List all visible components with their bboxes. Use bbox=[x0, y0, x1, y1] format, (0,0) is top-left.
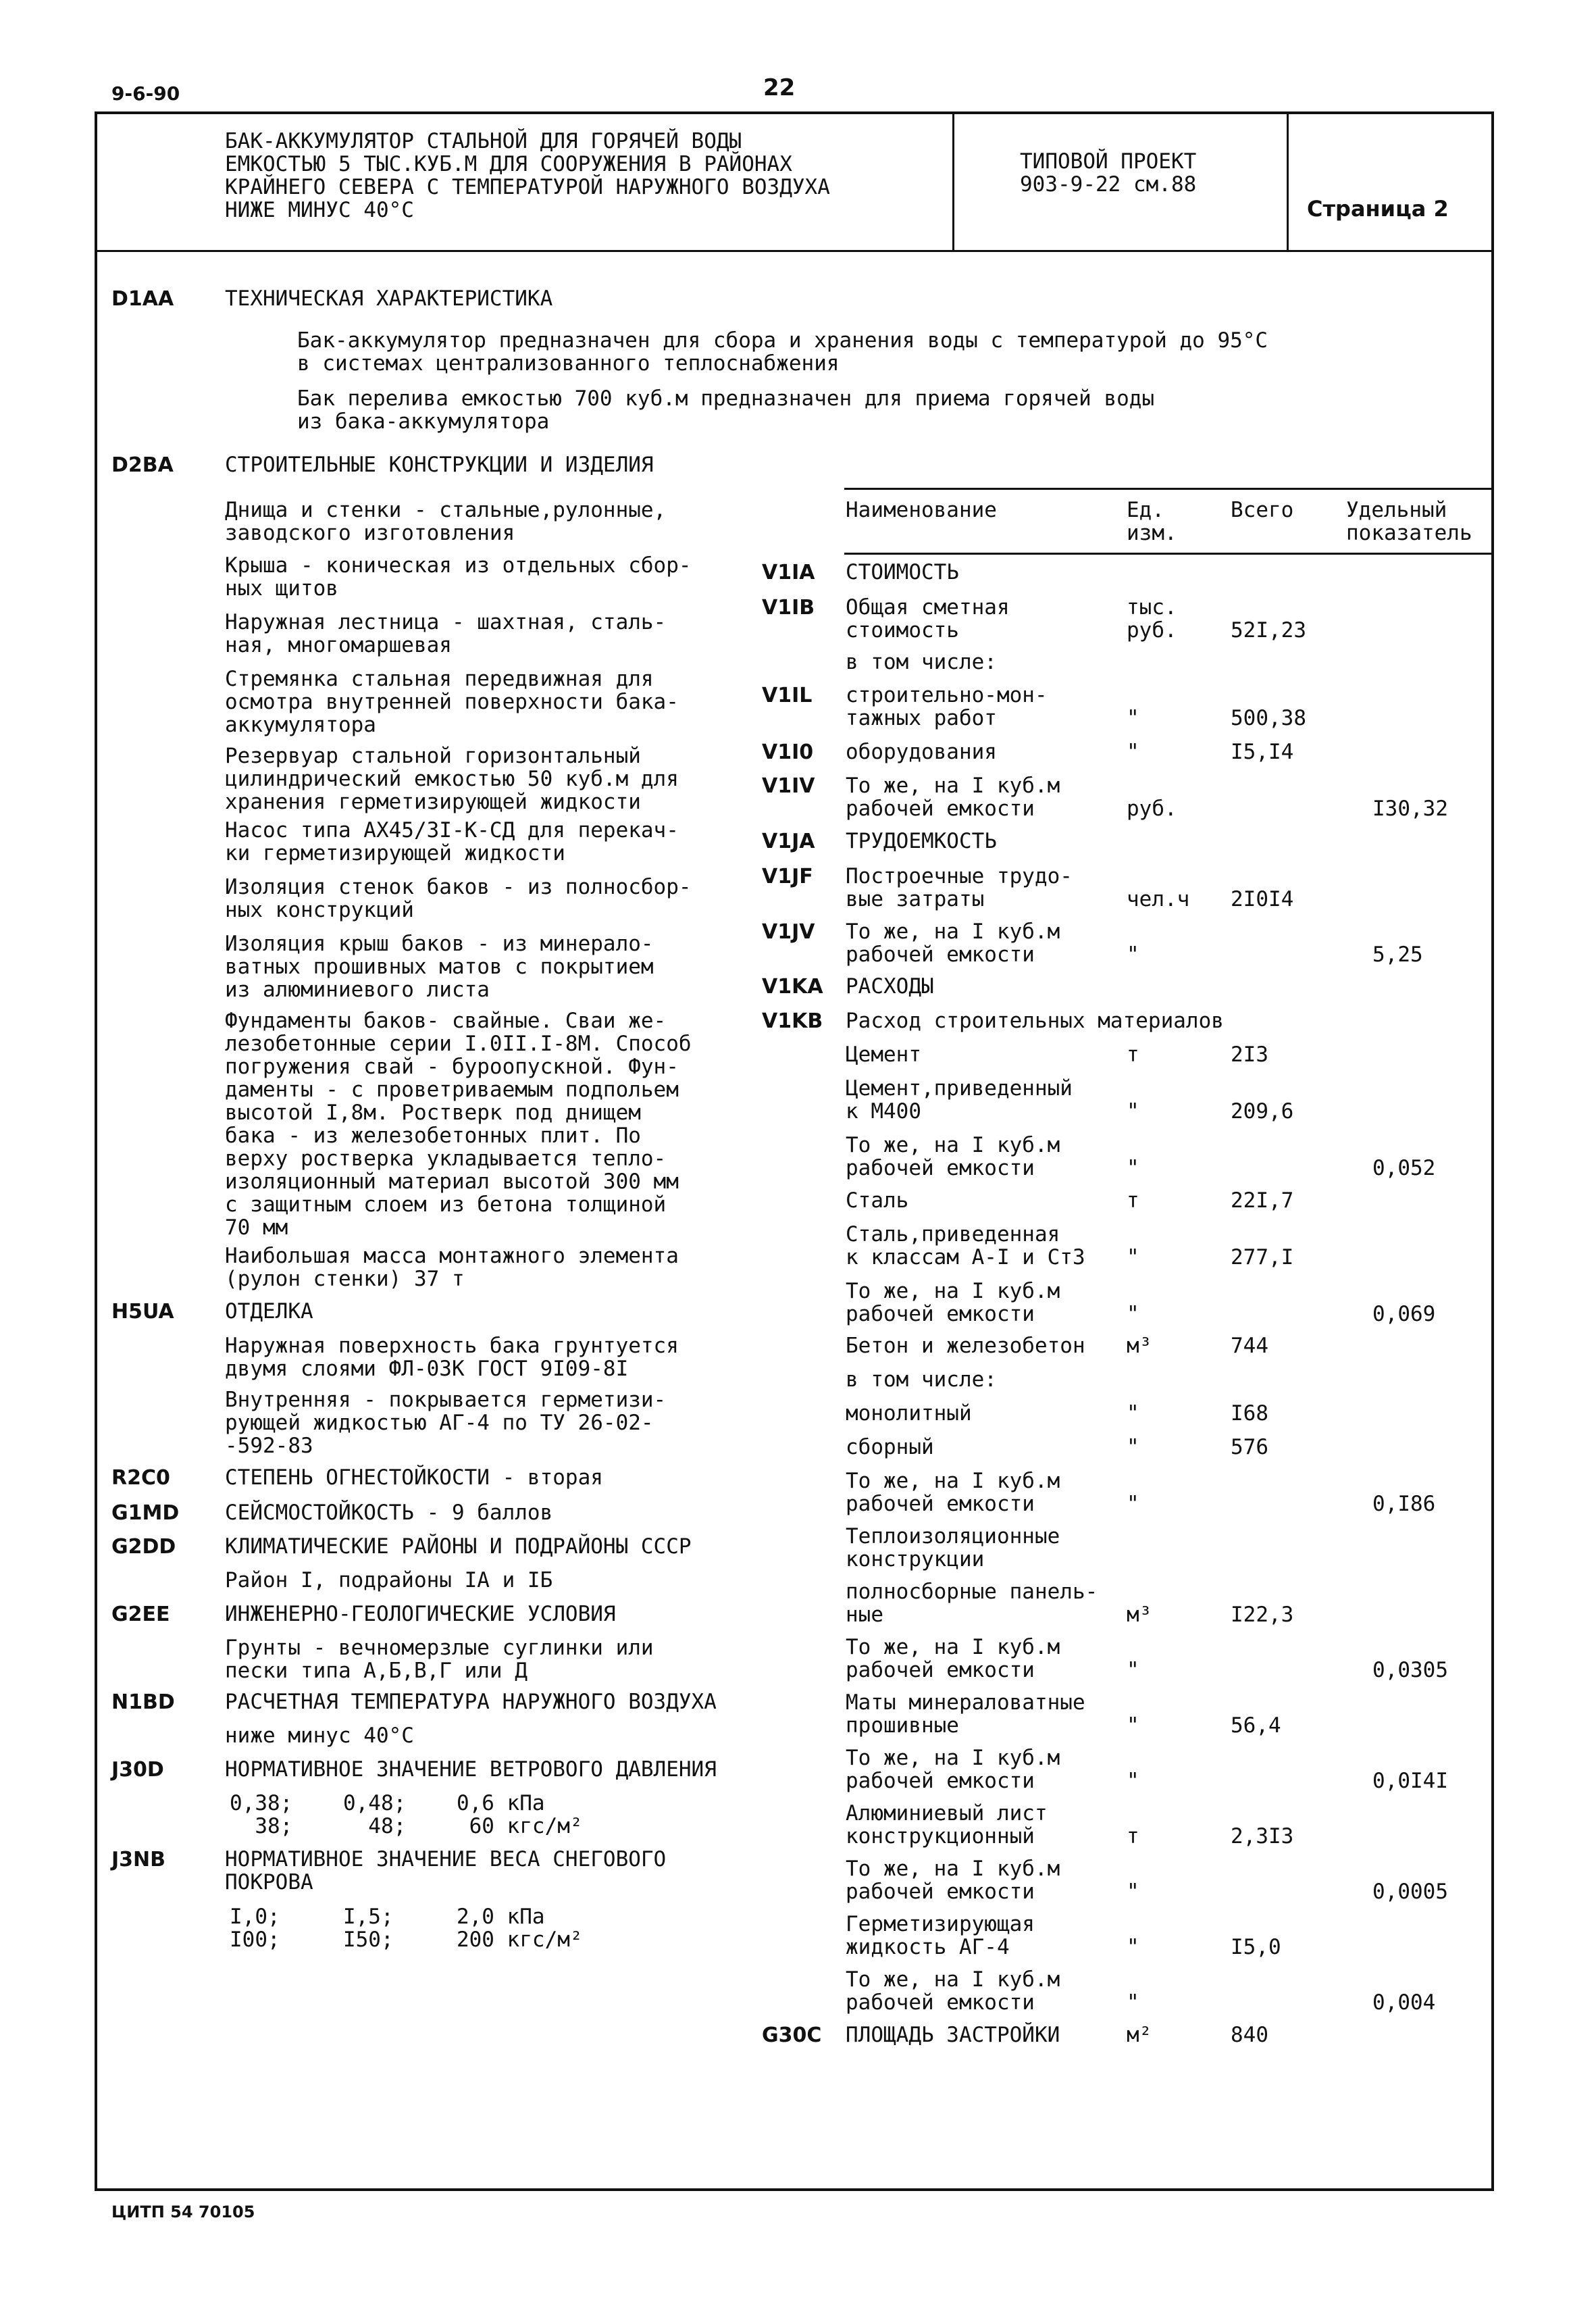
col-header-specific: Удельный показатель bbox=[1346, 498, 1472, 545]
table-cell-specific: 0,I86 bbox=[1372, 1492, 1436, 1516]
characteristic-text: I,0; I,5; 2,0 кПа I00; I50; 200 кгс/м² bbox=[230, 1905, 583, 1952]
table-cell-total: 22I,7 bbox=[1231, 1188, 1294, 1213]
table-cell-name: То же, на I куб.м рабочей емкости bbox=[846, 1967, 1060, 2015]
row-code: G30C bbox=[762, 2023, 822, 2047]
table-cell-unit: т bbox=[1127, 1188, 1139, 1213]
table-cell-unit: т bbox=[1127, 1824, 1139, 1848]
characteristic-text: Внутренняя - покрывается герметизи- рующей жидкостью АГ-4 по ТУ 26-02- -592-83 bbox=[225, 1388, 667, 1458]
table-cell-unit: " bbox=[1127, 1880, 1139, 1904]
table-top-rule bbox=[844, 488, 1493, 490]
table-cell-name: Маты минераловатные прошивные bbox=[846, 1690, 1085, 1738]
table-cell-total: 2I0I4 bbox=[1231, 887, 1294, 911]
table-cell-name: сборный bbox=[846, 1435, 934, 1459]
table-cell-unit: т bbox=[1127, 1042, 1139, 1067]
table-cell-specific: 0,0305 bbox=[1372, 1658, 1448, 1682]
table-cell-total: 576 bbox=[1231, 1435, 1268, 1459]
table-cell-name: То же, на I куб.м рабочей емкости bbox=[846, 1746, 1060, 1793]
table-cell-name: Цемент bbox=[846, 1042, 921, 1067]
section-code: J30D bbox=[111, 1758, 164, 1782]
row-code: V1KB bbox=[762, 1009, 823, 1033]
characteristic-text: Наружная поверхность бака грунтуется двумя слоями ФЛ-03К ГОСТ 9I09-8I bbox=[225, 1334, 679, 1381]
header-title: БАК-АККУМУЛЯТОР СТАЛЬНОЙ ДЛЯ ГОРЯЧЕЙ ВОДЫ ЕМКОСТЬЮ 5 ТЫС.КУБ.М ДЛЯ СООРУЖЕНИЯ В РАЙОНАХ КРАЙНЕГО СЕВЕРА С ТЕМПЕРАТУРОЙ НАРУЖНОГО ВОЗДУХА НИЖЕ МИНУС 40°С bbox=[225, 129, 830, 222]
table-cell-specific: 0,069 bbox=[1372, 1302, 1436, 1326]
row-code: V1IL bbox=[762, 684, 813, 707]
row-code: V1I0 bbox=[762, 740, 814, 764]
characteristic-text: Резервуар стальной горизонтальный цилиндрический емкостью 50 куб.м для хранения герметизирующей жидкости bbox=[225, 744, 679, 814]
table-cell-name: РАСХОДЫ bbox=[846, 974, 934, 999]
table-cell-total: I22,3 bbox=[1231, 1603, 1294, 1627]
table-cell-specific: 0,004 bbox=[1372, 1990, 1436, 2015]
section-code: J3NB bbox=[111, 1848, 166, 1871]
characteristic-text: СЕЙСМОСТОЙКОСТЬ - 9 баллов bbox=[225, 1501, 553, 1525]
table-cell-name: То же, на I куб.м рабочей емкости bbox=[846, 1857, 1060, 1904]
table-cell-name: То же, на I куб.м рабочей емкости bbox=[846, 1635, 1060, 1682]
characteristic-text: Днища и стенки - стальные,рулонные, заводского изготовления bbox=[225, 498, 667, 545]
section-code: H5UA bbox=[111, 1300, 174, 1324]
table-cell-specific: 0,052 bbox=[1372, 1156, 1436, 1180]
table-cell-unit: " bbox=[1127, 1492, 1139, 1516]
section-code: D2BA bbox=[111, 453, 174, 477]
table-cell-unit: чел.ч bbox=[1127, 887, 1190, 911]
table-cell-name: в том числе: bbox=[846, 650, 997, 674]
header-col-divider-2 bbox=[1287, 111, 1289, 251]
date-stamp: 9-6-90 bbox=[111, 82, 180, 105]
section-code: N1BD bbox=[111, 1690, 175, 1714]
header-col-divider-1 bbox=[952, 111, 954, 251]
table-cell-specific: 0,0I4I bbox=[1372, 1769, 1448, 1793]
section-code: G2EE bbox=[111, 1603, 170, 1626]
characteristic-text: Бак-аккумулятор предназначен для сбора и хранения воды с температурой до 95°С в системах централизованного теплоснабжения bbox=[297, 328, 1268, 376]
table-cell-unit: " bbox=[1127, 1935, 1139, 1959]
table-cell-unit: " bbox=[1127, 1769, 1139, 1793]
col-header-name: Наименование bbox=[846, 498, 997, 522]
table-cell-unit: м³ bbox=[1127, 1603, 1152, 1627]
characteristic-text: Наружная лестница - шахтная, сталь- ная, многомаршевая bbox=[225, 610, 667, 657]
table-cell-unit: " bbox=[1127, 1658, 1139, 1682]
table-cell-total: 56,4 bbox=[1231, 1713, 1281, 1738]
characteristic-text: Грунты - вечномерзлые суглинки или пески типа А,Б,В,Г или Д bbox=[225, 1636, 654, 1683]
table-cell-unit: " bbox=[1127, 1435, 1139, 1459]
table-cell-name: полносборные панель- ные bbox=[846, 1580, 1098, 1627]
table-cell-unit: м² bbox=[1127, 2023, 1152, 2047]
table-cell-total: I5,0 bbox=[1231, 1935, 1281, 1959]
table-cell-name: в том числе: bbox=[846, 1367, 997, 1392]
table-cell-name: ТРУДОЕМКОСТЬ bbox=[846, 829, 997, 853]
table-cell-unit: " bbox=[1127, 740, 1139, 764]
table-cell-name: монолитный bbox=[846, 1401, 972, 1426]
characteristic-text: Стремянка стальная передвижная для осмотра внутренней поверхности бака- аккумулятора bbox=[225, 667, 679, 737]
characteristic-text: Бак перелива емкостью 700 куб.м предназначен для приема горячей воды из бака-аккумулятора bbox=[297, 386, 1155, 434]
table-cell-total: 209,6 bbox=[1231, 1099, 1294, 1124]
characteristic-text: ОТДЕЛКА bbox=[225, 1299, 313, 1324]
table-cell-total: I68 bbox=[1231, 1401, 1268, 1426]
project-code: ТИПОВОЙ ПРОЕКТ 903-9-22 см.88 bbox=[1020, 149, 1197, 197]
section-code: D1AA bbox=[111, 287, 174, 311]
table-cell-name: Сталь bbox=[846, 1188, 909, 1213]
characteristic-text: Изоляция крыш баков - из минерало- ватных прошивных матов с покрытием из алюминиевого листа bbox=[225, 932, 654, 1002]
table-header-rule bbox=[844, 553, 1493, 555]
table-cell-name: Герметизирующая жидкость АГ-4 bbox=[846, 1912, 1035, 1959]
table-cell-name: Алюминиевый лист конструкционный bbox=[846, 1801, 1048, 1848]
table-cell-specific: 0,0005 bbox=[1372, 1880, 1448, 1904]
table-cell-name: Бетон и железобетон bbox=[846, 1334, 1085, 1358]
row-code: V1IA bbox=[762, 561, 815, 584]
table-cell-unit: тыс. руб. bbox=[1127, 595, 1177, 643]
table-cell-unit: руб. bbox=[1127, 797, 1177, 821]
table-cell-unit: " bbox=[1127, 1099, 1139, 1124]
section-code: G1MD bbox=[111, 1501, 180, 1525]
table-cell-total: I5,I4 bbox=[1231, 740, 1294, 764]
table-cell-name: То же, на I куб.м рабочей емкости bbox=[846, 774, 1060, 821]
table-cell-unit: " bbox=[1127, 1156, 1139, 1180]
table-cell-unit: " bbox=[1127, 1302, 1139, 1326]
table-cell-specific: 5,25 bbox=[1372, 942, 1423, 967]
table-cell-name: Построечные трудо- вые затраты bbox=[846, 864, 1073, 911]
table-cell-unit: " bbox=[1127, 1990, 1139, 2015]
table-cell-total: 500,38 bbox=[1231, 706, 1306, 730]
table-cell-name: То же, на I куб.м рабочей емкости bbox=[846, 1279, 1060, 1326]
section-code: G2DD bbox=[111, 1535, 176, 1559]
table-cell-unit: " bbox=[1127, 1401, 1139, 1426]
row-code: V1KA bbox=[762, 975, 823, 999]
characteristic-text: ниже минус 40°С bbox=[225, 1724, 414, 1748]
table-cell-unit: м³ bbox=[1127, 1334, 1152, 1358]
section-code: R2C0 bbox=[111, 1466, 170, 1490]
table-cell-unit: " bbox=[1127, 1713, 1139, 1738]
characteristic-text: КЛИМАТИЧЕСКИЕ РАЙОНЫ И ПОДРАЙОНЫ СССР bbox=[225, 1534, 692, 1559]
header-divider bbox=[95, 250, 1494, 252]
characteristic-text: Насос типа АХ45/3I-К-СД для перекач- ки герметизирующей жидкости bbox=[225, 818, 679, 865]
table-cell-unit: " bbox=[1127, 942, 1139, 967]
table-cell-name: оборудования bbox=[846, 740, 997, 764]
table-cell-name: Сталь,приведенная к классам А-I и Ст3 bbox=[846, 1222, 1085, 1269]
characteristic-text: Изоляция стенок баков - из полносбор- ных конструкций bbox=[225, 875, 692, 922]
characteristic-text: Наибольшая масса монтажного элемента (рулон стенки) 37 т bbox=[225, 1244, 679, 1291]
table-cell-name: Цемент,приведенный к М400 bbox=[846, 1076, 1073, 1124]
table-cell-name: То же, на I куб.м рабочей емкости bbox=[846, 920, 1060, 967]
table-cell-name: строительно-мон- тажных работ bbox=[846, 683, 1048, 730]
page-label: Страница 2 bbox=[1307, 196, 1449, 222]
characteristic-text: Фундаменты баков- свайные. Сваи же- лезобетонные серии I.0II.I-8М. Способ погружения свай - буроопускной. Фун- даменты - с проветриваемым подпольем высотой I,8м. Ростверк под днищем бака - из железобетонных плит. По верху ростверка укладывается тепло- изоляционный материал высотой 300 мм с защитным слоем из бетона толщиной 70 мм bbox=[225, 1009, 692, 1240]
characteristic-text: ИНЖЕНЕРНО-ГЕОЛОГИЧЕСКИЕ УСЛОВИЯ bbox=[225, 1602, 616, 1626]
table-cell-unit: " bbox=[1127, 706, 1139, 730]
characteristic-text: ТЕХНИЧЕСКАЯ ХАРАКТЕРИСТИКА bbox=[225, 286, 553, 311]
row-code: V1JV bbox=[762, 920, 815, 944]
characteristic-text: НОРМАТИВНОЕ ЗНАЧЕНИЕ ВЕСА СНЕГОВОГО ПОКРОВА bbox=[225, 1847, 667, 1894]
table-cell-name: Общая сметная стоимость bbox=[846, 595, 1010, 643]
characteristic-text: РАСЧЕТНАЯ ТЕМПЕРАТУРА НАРУЖНОГО ВОЗДУХА bbox=[225, 1690, 717, 1714]
characteristic-text: Крыша - коническая из отдельных сбор- ных щитов bbox=[225, 553, 692, 601]
row-code: V1JF bbox=[762, 865, 813, 888]
table-cell-total: 2I3 bbox=[1231, 1042, 1268, 1067]
row-code: V1IB bbox=[762, 596, 815, 620]
table-cell-name: СТОИМОСТЬ bbox=[846, 560, 959, 584]
col-header-unit: Ед. изм. bbox=[1127, 498, 1177, 545]
characteristic-text: СТЕПЕНЬ ОГНЕСТОЙКОСТИ - вторая bbox=[225, 1465, 603, 1490]
table-cell-name: То же, на I куб.м рабочей емкости bbox=[846, 1133, 1060, 1180]
page-number: 22 bbox=[763, 74, 796, 101]
table-cell-name: То же, на I куб.м рабочей емкости bbox=[846, 1469, 1060, 1516]
table-cell-total: 52I,23 bbox=[1231, 618, 1306, 643]
table-cell-name: Расход строительных материалов bbox=[846, 1009, 1224, 1033]
table-cell-total: 277,I bbox=[1231, 1245, 1294, 1269]
table-cell-total: 744 bbox=[1231, 1334, 1268, 1358]
col-header-total: Всего bbox=[1231, 498, 1294, 522]
table-cell-total: 2,3I3 bbox=[1231, 1824, 1294, 1848]
characteristic-text: Район I, подрайоны IА и IБ bbox=[225, 1568, 553, 1592]
characteristic-text: НОРМАТИВНОЕ ЗНАЧЕНИЕ ВЕТРОВОГО ДАВЛЕНИЯ bbox=[225, 1757, 717, 1782]
footer-stamp: ЦИТП 54 70105 bbox=[111, 2203, 255, 2221]
row-code: V1JA bbox=[762, 830, 815, 853]
table-cell-name: ПЛОЩАДЬ ЗАСТРОЙКИ bbox=[846, 2023, 1060, 2047]
table-cell-specific: I30,32 bbox=[1372, 797, 1448, 821]
characteristic-text: 0,38; 0,48; 0,6 кПа 38; 48; 60 кгс/м² bbox=[230, 1791, 583, 1838]
row-code: V1IV bbox=[762, 774, 815, 798]
table-cell-total: 840 bbox=[1231, 2023, 1268, 2047]
table-cell-name: Теплоизоляционные конструкции bbox=[846, 1524, 1060, 1571]
characteristic-text: СТРОИТЕЛЬНЫЕ КОНСТРУКЦИИ И ИЗДЕЛИЯ bbox=[225, 453, 654, 477]
table-cell-unit: " bbox=[1127, 1245, 1139, 1269]
